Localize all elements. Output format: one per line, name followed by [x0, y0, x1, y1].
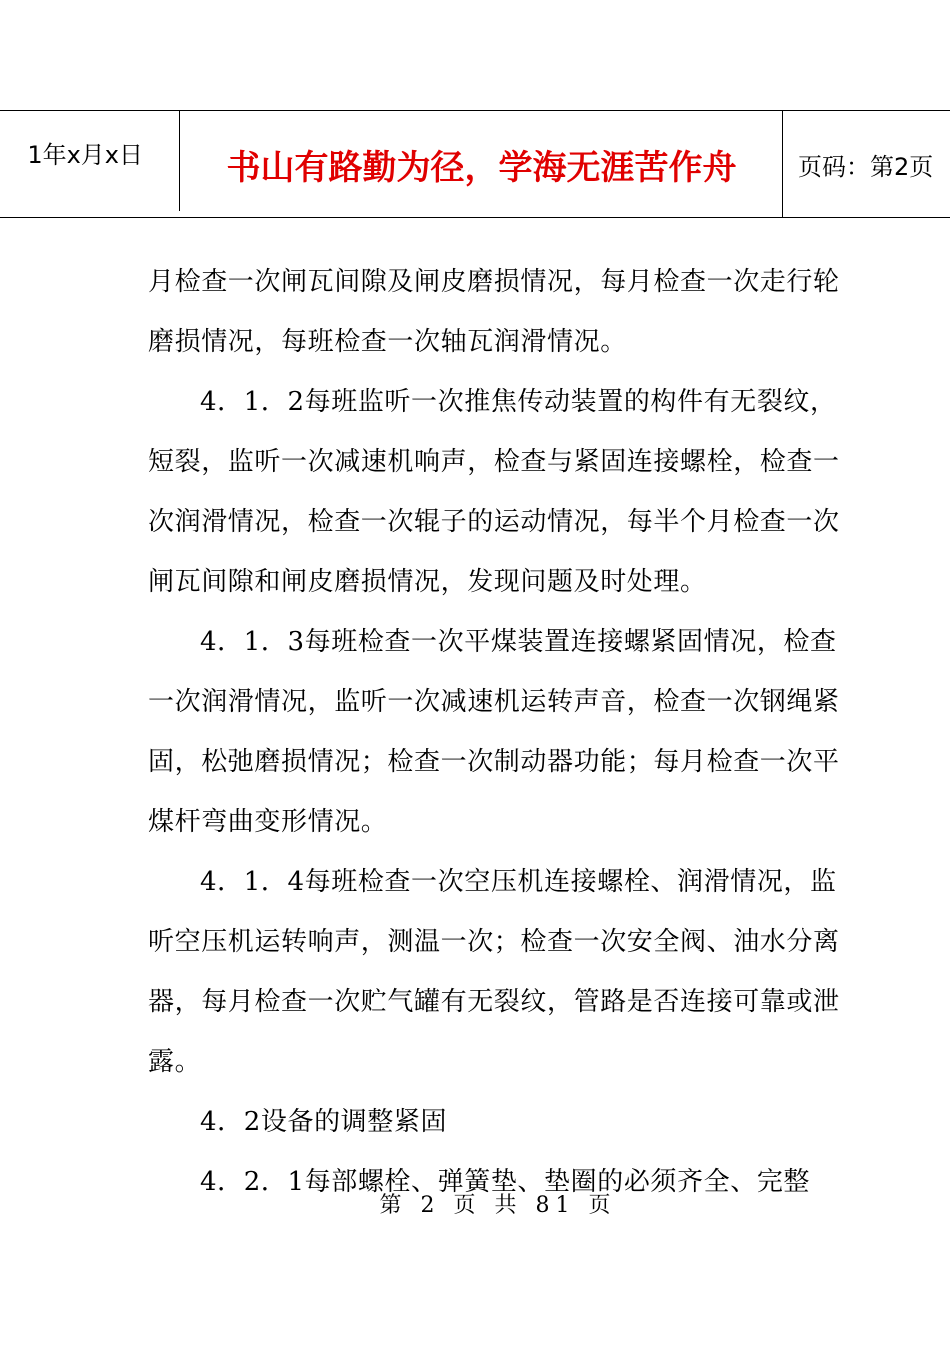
header-date: 1年x月x日: [27, 140, 143, 169]
header-page-cell: [784, 111, 950, 217]
header-page-number: 页码：第2页: [798, 152, 934, 181]
body-paragraph: 4．2．1每部螺栓、弹簧垫、垫圈的必须齐全、完整: [200, 1167, 811, 1197]
page-footer: [0, 1188, 950, 1219]
header-motto: 书山有路勤为径，学海无涯苦作舟: [226, 147, 737, 188]
footer-page-count: 第 2 页 共 81 页: [379, 1193, 617, 1218]
body-paragraph: 月检查一次闸瓦间隙及闸皮磨损情况，每月检查一次走行轮磨损情况，每班检查一次轴瓦润滑情况。: [148, 267, 840, 357]
body-paragraph: 4．1．4每班检查一次空压机连接螺栓、润滑情况，监听空压机运转响声，测温一次；检查一次安全阀、油水分离器，每月检查一次贮气罐有无裂纹，管路是否连接可靠或泄露。: [148, 867, 840, 1077]
header-date-cell: [0, 110, 180, 211]
document-body: [148, 252, 860, 1212]
body-paragraph: 4．1．2每班监听一次推焦传动装置的构件有无裂纹，短裂，监听一次减速机响声，检查与紧固连接螺栓，检查一次润滑情况，检查一次辊子的运动情况，每半个月检查一次闸瓦间隙和闸皮磨损情况，发现问题及时处理。: [148, 387, 840, 597]
header-motto-cell: [181, 111, 783, 217]
section-heading: 4．2设备的调整紧固: [200, 1107, 448, 1137]
page-header: [0, 110, 950, 218]
body-paragraph: 4．1．3每班检查一次平煤装置连接螺紧固情况，检查一次润滑情况，监听一次减速机运转声音，检查一次钢绳紧固，松弛磨损情况；检查一次制动器功能；每月检查一次平煤杆弯曲变形情况。: [148, 627, 840, 837]
